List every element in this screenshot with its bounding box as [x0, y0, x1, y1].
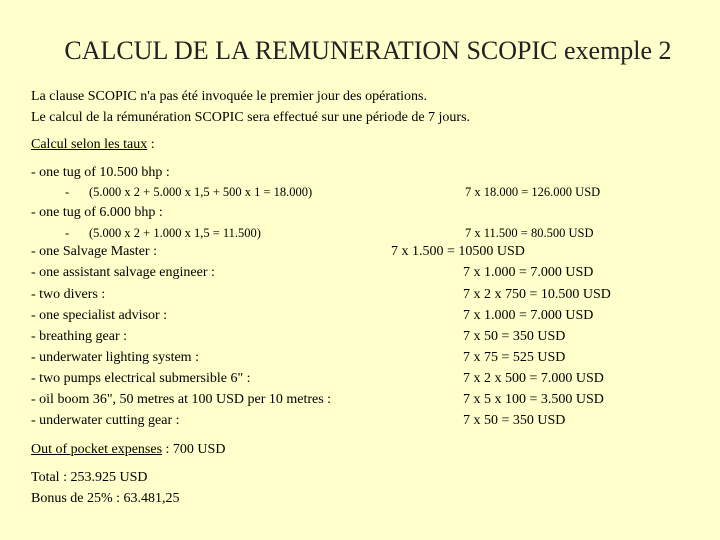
tug-2-label: - one tug of 6.000 bhp :	[31, 205, 163, 220]
item-label: - breathing gear :	[31, 329, 128, 344]
item-label: - underwater lighting system :	[31, 350, 199, 365]
calc-heading-label: Calcul selon les taux	[31, 137, 148, 152]
total-line: Total : 253.925 USD	[31, 470, 148, 485]
tug-1-label: - one tug of 10.500 bhp :	[31, 165, 170, 180]
item-label: - two divers :	[31, 287, 106, 302]
expenses-value: : 700 USD	[162, 442, 226, 457]
item-total: 7 x 5 x 100 = 3.500 USD	[463, 392, 604, 407]
tug-2-dash: -	[65, 226, 70, 240]
item-total: 7 x 75 = 525 USD	[463, 350, 566, 365]
item-total: 7 x 50 = 350 USD	[463, 329, 566, 344]
intro-line-2: Le calcul de la rémunération SCOPIC sera effectué sur une période de 7 jours.	[31, 110, 471, 125]
tug-2-total: 7 x 11.500 = 80.500 USD	[465, 226, 594, 240]
item-total: 7 x 1.500 = 10500 USD	[391, 244, 525, 259]
tug-1-total: 7 x 18.000 = 126.000 USD	[465, 185, 601, 199]
item-label: - underwater cutting gear :	[31, 413, 180, 428]
calc-heading	[31, 136, 155, 154]
tug-1-dash: -	[65, 185, 70, 199]
item-total: 7 x 1.000 = 7.000 USD	[463, 308, 594, 323]
page-title: CALCUL DE LA REMUNERATION SCOPIC exemple 2	[64, 36, 672, 65]
intro-line-1: La clause SCOPIC n'a pas été invoquée le premier jour des opérations.	[31, 89, 427, 104]
item-total: 7 x 2 x 500 = 7.000 USD	[463, 371, 604, 386]
bonus-line: Bonus de 25% : 63.481,25	[31, 491, 180, 506]
tug-2-detail: (5.000 x 2 + 1.000 x 1,5 = 11.500)	[89, 226, 261, 240]
item-label: - one Salvage Master :	[31, 244, 157, 259]
expenses-label: Out of pocket expenses	[31, 442, 163, 457]
calc-heading-suffix: :	[147, 137, 155, 152]
item-total: 7 x 2 x 750 = 10.500 USD	[463, 287, 611, 302]
item-label: - one assistant salvage engineer :	[31, 265, 215, 280]
item-label: - oil boom 36", 50 metres at 100 USD per 10 metres :	[31, 392, 332, 407]
expenses-line	[31, 441, 225, 459]
item-total: 7 x 1.000 = 7.000 USD	[463, 265, 594, 280]
item-total: 7 x 50 = 350 USD	[463, 413, 566, 428]
item-label: - one specialist advisor :	[31, 308, 168, 323]
item-label: - two pumps electrical submersible 6" :	[31, 371, 251, 386]
tug-1-detail: (5.000 x 2 + 5.000 x 1,5 + 500 x 1 = 18.000)	[89, 185, 313, 199]
